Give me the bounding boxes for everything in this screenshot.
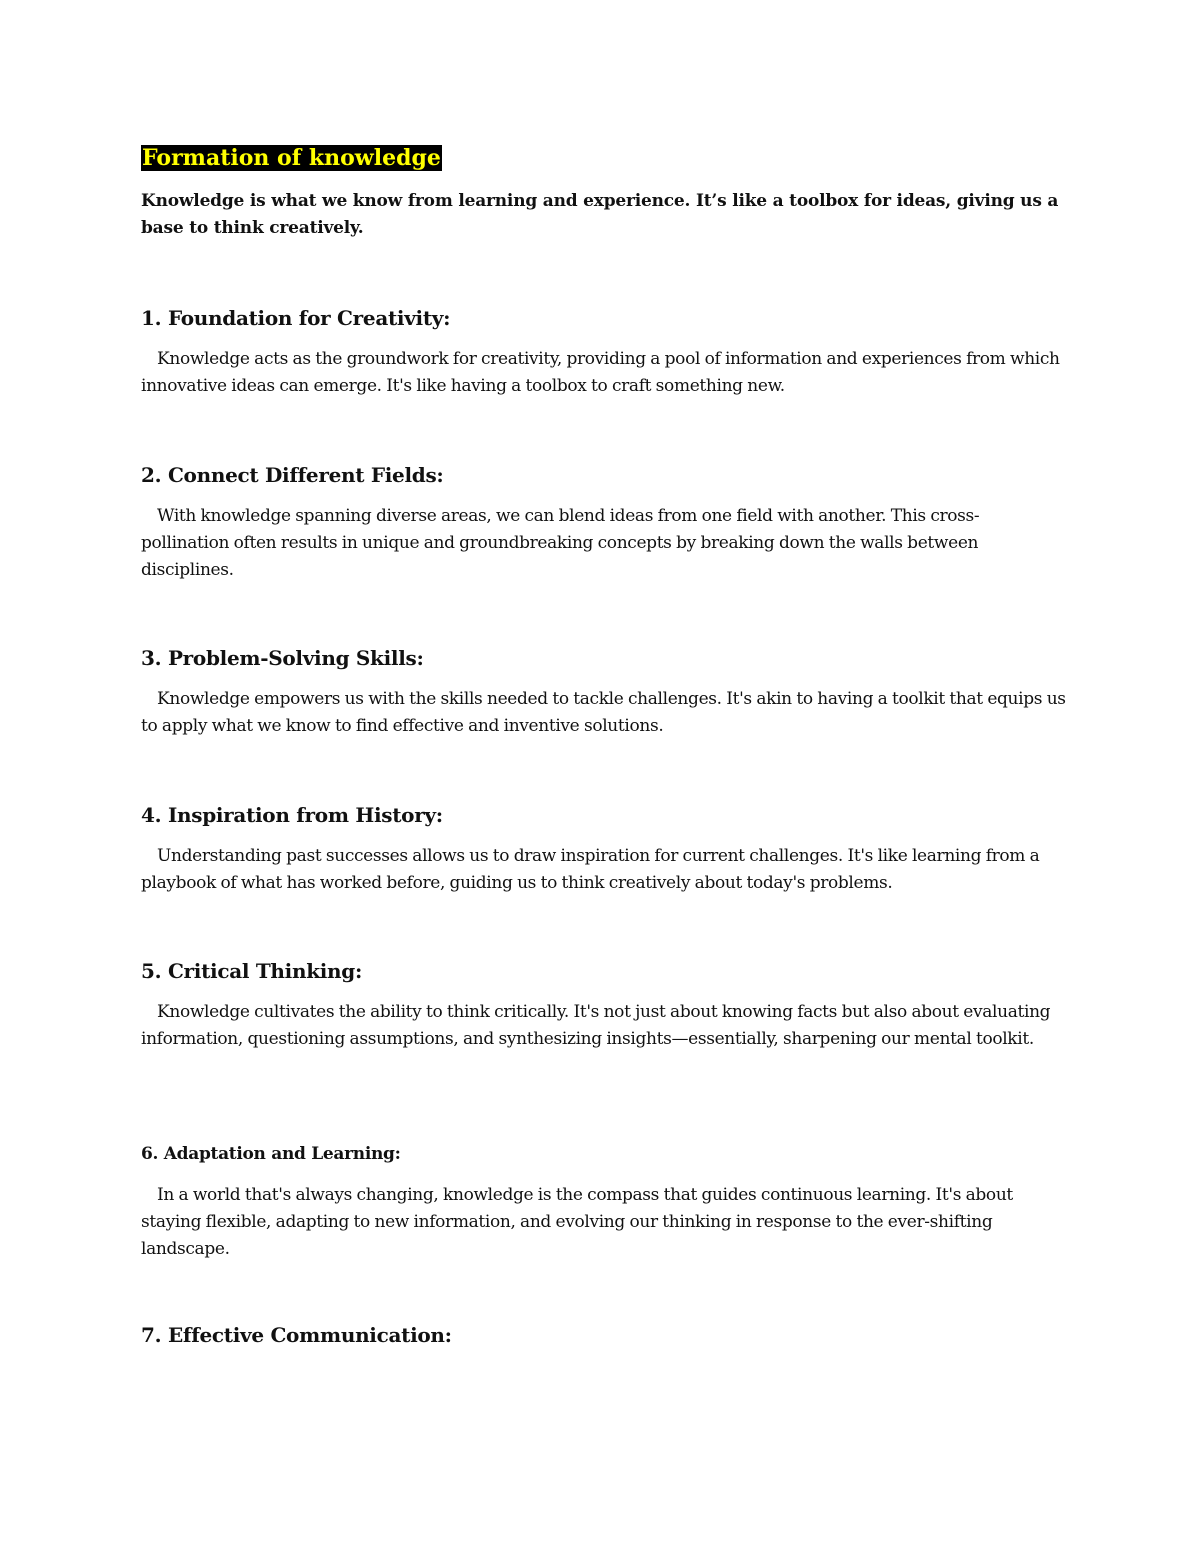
document-title-text: Formation of knowledge <box>142 145 441 171</box>
document-page <box>141 142 1066 242</box>
section-problem-solving <box>141 644 1066 740</box>
section-heading: 7. Effective Communication: <box>141 1323 452 1347</box>
section-foundation <box>141 304 1066 400</box>
section-effective-communication <box>141 1321 1066 1349</box>
section-inspiration-history <box>141 801 1066 897</box>
document-title <box>141 142 1066 174</box>
section-heading: 6. Adaptation and Learning: <box>141 1144 401 1164</box>
section-body: With knowledge spanning diverse areas, we can blend ideas from one field with another. This cross-pollination often results in unique and groundbreaking concepts by breaking down the walls between disciplines. <box>141 506 980 580</box>
section-heading: 4. Inspiration from History: <box>141 803 443 827</box>
section-connect-fields <box>141 461 1066 584</box>
section-body: Knowledge empowers us with the skills needed to tackle challenges. It's akin to having a toolkit that equips us to apply what we know to find effective and inventive solutions. <box>141 689 1066 736</box>
section-critical-thinking <box>141 957 1066 1053</box>
section-body: Understanding past successes allows us to draw inspiration for current challenges. It's like learning from a playbook of what has worked before, guiding us to think creatively about today's problems. <box>141 846 1040 893</box>
intro-paragraph: Knowledge is what we know from learning and experience. It’s like a toolbox for ideas, giving us a base to think creatively. <box>141 191 1059 238</box>
section-body: Knowledge acts as the groundwork for creativity, providing a pool of information and experiences from which innovative ideas can emerge. It's like having a toolbox to craft something new. <box>141 349 1060 396</box>
section-body: Knowledge cultivates the ability to think critically. It's not just about knowing facts but also about evaluating information, questioning assumptions, and synthesizing insights—essentially, sharpening our mental toolkit. <box>141 1002 1051 1049</box>
section-adaptation-learning <box>141 1140 1066 1263</box>
section-body: In a world that's always changing, knowledge is the compass that guides continuous learning. It's about staying flexible, adapting to new information, and evolving our thinking in response to the ever-shifting landscape. <box>141 1185 1013 1259</box>
section-heading: 2. Connect Different Fields: <box>141 463 444 487</box>
section-heading: 5. Critical Thinking: <box>141 959 363 983</box>
section-heading: 1. Foundation for Creativity: <box>141 306 451 330</box>
section-heading: 3. Problem-Solving Skills: <box>141 646 424 670</box>
